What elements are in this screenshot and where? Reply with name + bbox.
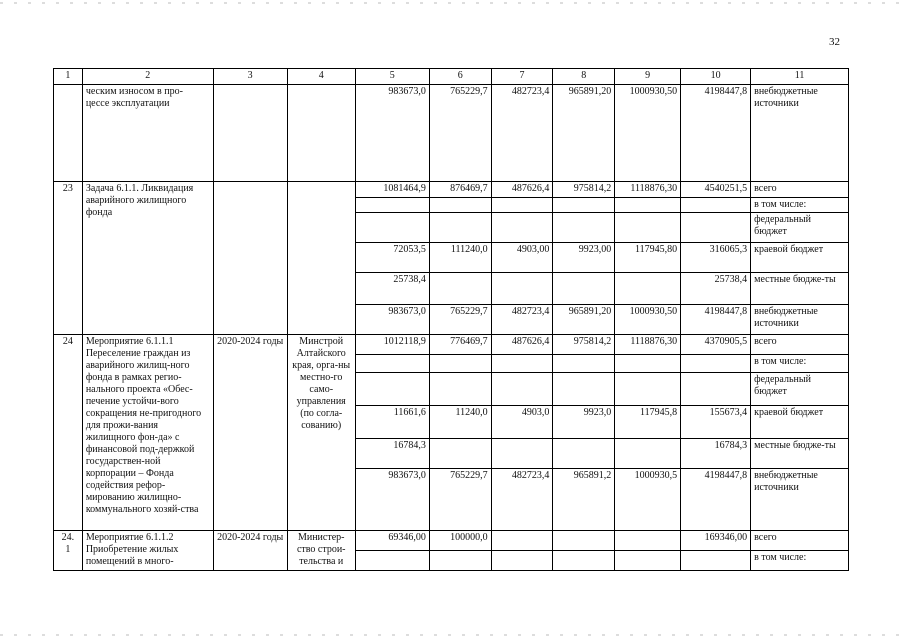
- value-cell: 11240,0: [429, 406, 491, 439]
- row-name: Мероприятие 6.1.1.1 Переселение граждан из аварийного жилищ-ного фонда в рамках регио-нального проекта «Обес-печение устойчи-вого сокращения не-пригодного для прожи-вания жилищного фон-да» с финансовой под-держкой государствен-ной корпорации – Фонда содействия рефор-мированию жилищно-коммунального хозяй-ства: [82, 335, 213, 531]
- value-cell: [355, 551, 429, 571]
- col-header: 7: [491, 69, 553, 85]
- value-cell: 765229,7: [429, 469, 491, 531]
- value-cell: [681, 551, 751, 571]
- value-cell: [681, 373, 751, 406]
- row-name: Мероприятие 6.1.1.2 Приобретение жилых помещений в много-: [82, 531, 213, 571]
- row-executor: Минстрой Алтайского края, орга-ны местно-го само-управления (по согла-сованию): [287, 335, 355, 531]
- value-cell: [615, 551, 681, 571]
- value-cell: [615, 439, 681, 469]
- value-cell: [491, 531, 553, 551]
- funding-source: федеральный бюджет: [751, 213, 849, 243]
- value-cell: [681, 355, 751, 373]
- col-header: 6: [429, 69, 491, 85]
- value-cell: 155673,4: [681, 406, 751, 439]
- col-header: 1: [54, 69, 83, 85]
- value-cell: [491, 373, 553, 406]
- value-cell: [429, 551, 491, 571]
- value-cell: 4903,00: [491, 243, 553, 273]
- funding-source: краевой бюджет: [751, 406, 849, 439]
- funding-source: местные бюдже-ты: [751, 273, 849, 305]
- funding-source: в том числе:: [751, 551, 849, 571]
- value-cell: 1118876,30: [615, 335, 681, 355]
- value-cell: [491, 213, 553, 243]
- value-cell: 876469,7: [429, 182, 491, 198]
- value-cell: 9923,0: [553, 406, 615, 439]
- value-cell: [553, 531, 615, 551]
- funding-source: в том числе:: [751, 355, 849, 373]
- row-number: 24: [54, 335, 83, 531]
- value-cell: 16784,3: [355, 439, 429, 469]
- value-cell: [553, 213, 615, 243]
- value-cell: [553, 273, 615, 305]
- value-cell: 1000930,5: [615, 469, 681, 531]
- value-cell: 4903,0: [491, 406, 553, 439]
- value-cell: 169346,00: [681, 531, 751, 551]
- value-cell: [553, 355, 615, 373]
- value-cell: [429, 355, 491, 373]
- value-cell: 1000930,50: [615, 305, 681, 335]
- funding-source: в том числе:: [751, 198, 849, 213]
- value-cell: 965891,2: [553, 469, 615, 531]
- value-cell: 487626,4: [491, 335, 553, 355]
- value-cell: [429, 273, 491, 305]
- budget-table: [53, 68, 849, 571]
- value-cell: 4370905,5: [681, 335, 751, 355]
- row-executor: [287, 182, 355, 335]
- value-cell: 100000,0: [429, 531, 491, 551]
- value-cell: [681, 198, 751, 213]
- row-number: [54, 85, 83, 182]
- value-cell: [553, 439, 615, 469]
- value-cell: [491, 273, 553, 305]
- col-header: 11: [751, 69, 849, 85]
- table-row: [54, 85, 849, 182]
- value-cell: [681, 213, 751, 243]
- value-cell: 72053,5: [355, 243, 429, 273]
- value-cell: 1012118,9: [355, 335, 429, 355]
- value-cell: [429, 373, 491, 406]
- value-cell: 482723,4: [491, 85, 553, 182]
- value-cell: 316065,3: [681, 243, 751, 273]
- value-cell: 11661,6: [355, 406, 429, 439]
- funding-source: внебюджетные источники: [751, 85, 849, 182]
- value-cell: [553, 373, 615, 406]
- value-cell: 983673,0: [355, 85, 429, 182]
- value-cell: 765229,7: [429, 305, 491, 335]
- funding-source: внебюджетные источники: [751, 469, 849, 531]
- value-cell: [429, 439, 491, 469]
- value-cell: [615, 355, 681, 373]
- value-cell: 16784,3: [681, 439, 751, 469]
- value-cell: [491, 355, 553, 373]
- row-name: Задача 6.1.1. Ликвидация аварийного жилищного фонда: [82, 182, 213, 335]
- value-cell: 4198447,8: [681, 85, 751, 182]
- scan-edge-top: [0, 2, 905, 4]
- value-cell: 25738,4: [355, 273, 429, 305]
- value-cell: 9923,00: [553, 243, 615, 273]
- col-header: 9: [615, 69, 681, 85]
- table-row: [54, 335, 849, 355]
- value-cell: [355, 355, 429, 373]
- col-header: 4: [287, 69, 355, 85]
- row-period: 2020-2024 годы: [213, 531, 287, 571]
- row-number: 23: [54, 182, 83, 335]
- value-cell: 1118876,30: [615, 182, 681, 198]
- value-cell: 975814,2: [553, 182, 615, 198]
- funding-source: всего: [751, 335, 849, 355]
- value-cell: 482723,4: [491, 469, 553, 531]
- table-body: [54, 85, 849, 571]
- scan-edge-bottom: [0, 634, 905, 636]
- funding-source: внебюджетные источники: [751, 305, 849, 335]
- value-cell: 4198447,8: [681, 469, 751, 531]
- value-cell: [429, 198, 491, 213]
- funding-source: краевой бюджет: [751, 243, 849, 273]
- value-cell: 983673,0: [355, 469, 429, 531]
- row-period: 2020-2024 годы: [213, 335, 287, 531]
- value-cell: [491, 551, 553, 571]
- row-period: [213, 182, 287, 335]
- col-header: 3: [213, 69, 287, 85]
- value-cell: [429, 213, 491, 243]
- funding-source: местные бюдже-ты: [751, 439, 849, 469]
- value-cell: [491, 439, 553, 469]
- row-period: [213, 85, 287, 182]
- table-row: [54, 182, 849, 198]
- header-row: [54, 69, 849, 85]
- value-cell: 1081464,9: [355, 182, 429, 198]
- value-cell: 25738,4: [681, 273, 751, 305]
- value-cell: 965891,20: [553, 305, 615, 335]
- value-cell: 482723,4: [491, 305, 553, 335]
- row-number: 24. 1: [54, 531, 83, 571]
- value-cell: [615, 198, 681, 213]
- value-cell: 776469,7: [429, 335, 491, 355]
- value-cell: 4540251,5: [681, 182, 751, 198]
- value-cell: [615, 373, 681, 406]
- value-cell: [355, 213, 429, 243]
- funding-source: всего: [751, 182, 849, 198]
- col-header: 5: [355, 69, 429, 85]
- value-cell: [553, 551, 615, 571]
- table-row: [54, 531, 849, 551]
- value-cell: 117945,80: [615, 243, 681, 273]
- value-cell: 965891,20: [553, 85, 615, 182]
- value-cell: 975814,2: [553, 335, 615, 355]
- row-executor: Министер-ство строи-тельства и: [287, 531, 355, 571]
- value-cell: 1000930,50: [615, 85, 681, 182]
- value-cell: [615, 273, 681, 305]
- value-cell: [491, 198, 553, 213]
- value-cell: [553, 198, 615, 213]
- col-header: 2: [82, 69, 213, 85]
- value-cell: 117945,8: [615, 406, 681, 439]
- value-cell: 69346,00: [355, 531, 429, 551]
- value-cell: [615, 213, 681, 243]
- col-header: 10: [681, 69, 751, 85]
- value-cell: 983673,0: [355, 305, 429, 335]
- row-name: ческим износом в про- цессе эксплуатации: [82, 85, 213, 182]
- page-number: 32: [829, 36, 840, 48]
- value-cell: [615, 531, 681, 551]
- row-executor: [287, 85, 355, 182]
- value-cell: 4198447,8: [681, 305, 751, 335]
- value-cell: 111240,0: [429, 243, 491, 273]
- value-cell: [355, 373, 429, 406]
- col-header: 8: [553, 69, 615, 85]
- funding-source: всего: [751, 531, 849, 551]
- value-cell: [355, 198, 429, 213]
- funding-source: федеральный бюджет: [751, 373, 849, 406]
- value-cell: 487626,4: [491, 182, 553, 198]
- value-cell: 765229,7: [429, 85, 491, 182]
